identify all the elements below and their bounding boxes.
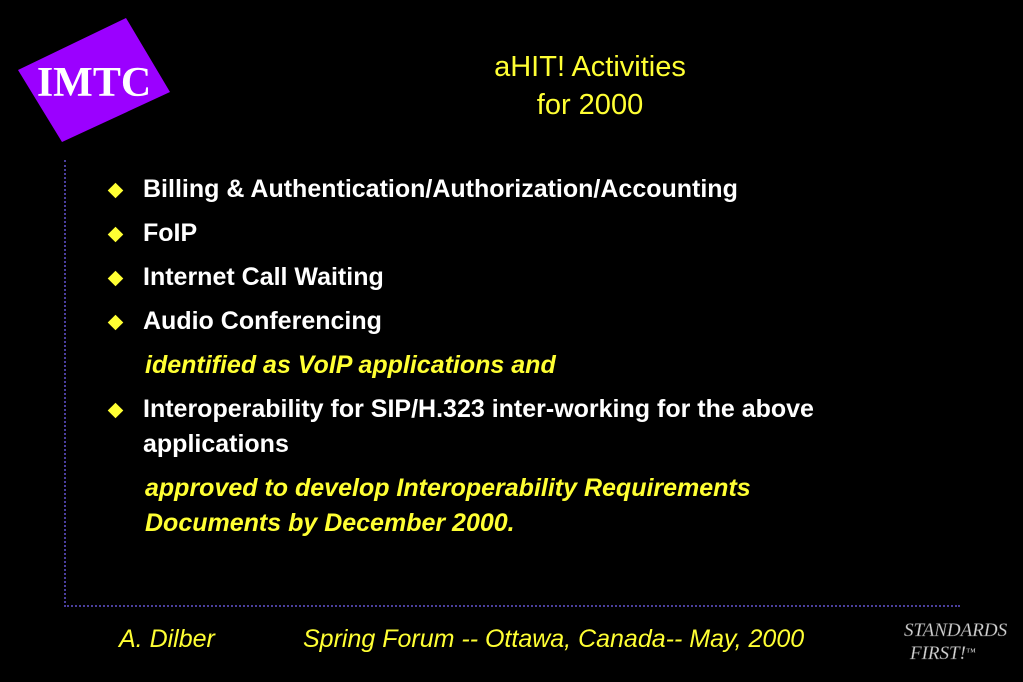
- list-item: [110, 260, 970, 295]
- frame-left-border: [64, 160, 66, 607]
- note-approved-line-2: Documents by December 2000.: [145, 509, 515, 537]
- list-item: [110, 216, 970, 251]
- diamond-bullet-icon: [108, 183, 124, 199]
- footer-event: Spring Forum -- Ottawa, Canada-- May, 2000: [303, 625, 805, 653]
- list-item-text-line-2: applications: [143, 430, 289, 458]
- slide-title: [390, 48, 790, 124]
- note-identified: identified as VoIP applications and: [145, 351, 556, 379]
- list-item: [110, 304, 970, 339]
- imtc-logo: [14, 14, 174, 144]
- diamond-bullet-icon: [108, 271, 124, 287]
- list-item-text: Audio Conferencing: [143, 307, 382, 335]
- badge-line-2: FIRST!: [910, 643, 966, 664]
- bullet-list: [110, 172, 970, 550]
- standards-first-logo: [900, 614, 1010, 668]
- badge-line-1: STANDARDS: [904, 620, 1008, 641]
- list-item: [110, 172, 970, 207]
- diamond-bullet-icon: [108, 315, 124, 331]
- title-line-2: for 2000: [536, 89, 644, 121]
- note-approved: [110, 471, 970, 541]
- diamond-bullet-icon: [108, 403, 124, 419]
- badge-trademark: ™: [966, 647, 976, 658]
- list-item-text: Billing & Authentication/Authorization/Accounting: [143, 175, 738, 203]
- logo-text: IMTC: [36, 60, 152, 106]
- list-item-text-line-1: Interoperability for SIP/H.323 inter-working for the above: [143, 395, 814, 423]
- note-approved-line-1: approved to develop Interoperability Requirements: [145, 474, 751, 502]
- diamond-bullet-icon: [108, 227, 124, 243]
- frame-bottom-border: [64, 605, 960, 607]
- list-item: [110, 392, 970, 462]
- list-item-text: Internet Call Waiting: [143, 263, 384, 291]
- footer-author: A. Dilber: [119, 625, 215, 653]
- list-item-text: FoIP: [143, 219, 198, 247]
- title-line-1: aHIT! Activities: [494, 51, 686, 83]
